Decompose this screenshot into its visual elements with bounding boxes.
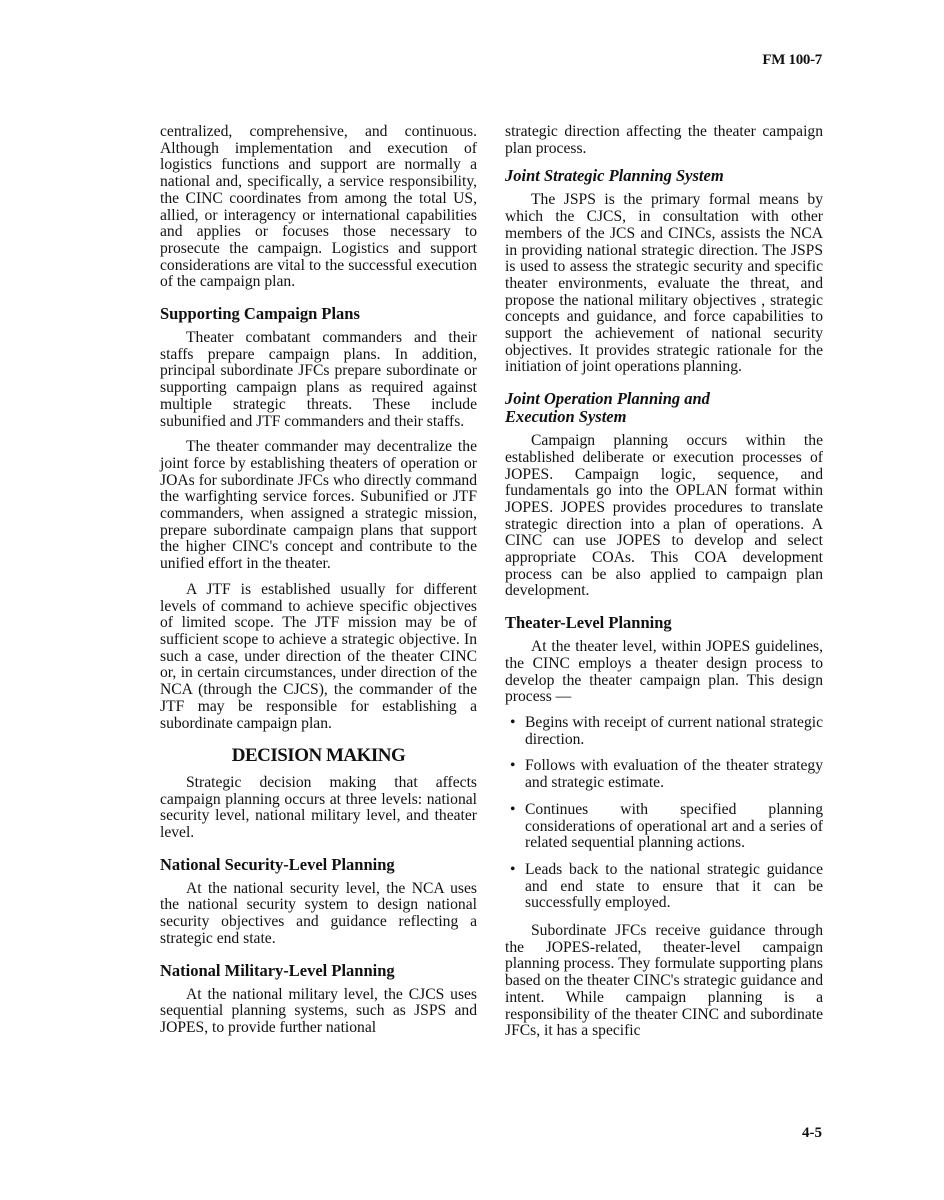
paragraph: Campaign planning occurs within the established deliberate or execution processes of JOPES. Campaign logic, sequence, and fundamentals go into the OPLAN format within JOPES. JOPES provides procedures to translate strategic direction into a plan of operations. A CINC can use JOPES to develop and select appropriate COAs. This COA development process can be also applied to campaign plan development. xyxy=(505,432,823,600)
paragraph: Subordinate JFCs receive guidance through the JOPES-related, theater-level campaign planning process. They formulate supporting plans based on the theater CINC's strategic guidance and intent. While campaign planning is a responsibility of the theater CINC and subordinate JFCs, it has a specific xyxy=(505,922,823,1040)
paragraph: Theater combatant commanders and their staffs prepare campaign plans. In addition, principal subordinate JFCs prepare subordinate or supporting campaign plans as required against multiple strategic threats. These include subunified and JTF commanders and their staffs. xyxy=(160,329,477,430)
paragraph: A JTF is established usually for different levels of command to achieve specific objectives of limited scope. The JTF mission may be of sufficient scope to achieve a strategic objective. In such a case, under direction of the theater CINC or, in certain circumstances, under direction of the NCA (through the CJCS), the commander of the JTF may be responsible for establishing a subordinate campaign plan. xyxy=(160,580,477,732)
list-item: • Follows with evaluation of the theater strategy and strategic estimate. xyxy=(510,757,823,792)
paragraph: strategic direction affecting the theater campaign plan process. xyxy=(505,123,823,157)
section-title-decision-making: DECISION MAKING xyxy=(231,745,406,767)
section-heading-national-security: National Security-Level Planning xyxy=(160,854,395,874)
section-heading-national-military: National Military-Level Planning xyxy=(160,960,395,980)
paragraph: At the national security level, the NCA uses the national security system to design national security objectives and guidance reflecting a strategic end state. xyxy=(160,879,477,947)
page-number: 4-5 xyxy=(802,1125,822,1141)
bullet-marker: • xyxy=(510,713,516,731)
paragraph: Strategic decision making that affects campaign planning occurs at three levels: national security level, national military level, and theater level. xyxy=(160,773,477,842)
list-item: • Continues with specified planning considerations of operational art and a series of related sequential planning actions. xyxy=(510,800,823,852)
section-heading-theater-level: Theater-Level Planning xyxy=(505,613,672,633)
list-item: • Leads back to the national strategic guidance and end state to ensure that it can be successfully employed. xyxy=(510,860,823,912)
bullet-marker: • xyxy=(510,860,516,878)
left-column xyxy=(160,124,477,1046)
list-item: • Begins with receipt of current national strategic direction. xyxy=(510,713,823,748)
section-heading-jsps: Joint Strategic Planning System xyxy=(505,166,724,186)
paragraph: The JSPS is the primary formal means by which the CJCS, in consultation with other members of the JCS and CINCs, assists the NCA in providing national strategic direction. The JSPS is used to assess the strategic security and specific theater environments, evaluate the threat, and propose the national military objectives , strategic concepts and guidance, and force capabilities to support the achievement of national security objectives. It provides strategic rationale for the initiation of joint operations planning. xyxy=(505,191,823,376)
bullet-list xyxy=(505,715,823,912)
bullet-marker: • xyxy=(510,800,516,818)
bullet-marker: • xyxy=(510,757,516,775)
heading-line: Joint Operation Planning and xyxy=(505,389,710,409)
right-column xyxy=(505,124,823,1049)
page-header-doc-id: FM 100-7 xyxy=(762,52,822,68)
paragraph: At the national military level, the CJCS uses sequential planning systems, such as JSPS and JOPES, to provide further national xyxy=(160,985,477,1036)
section-heading-supporting-campaign-plans: Supporting Campaign Plans xyxy=(160,304,360,324)
paragraph: The theater commander may decentralize the joint force by establishing theaters of operation or JOAs for subordinate JFCs who directly command the warfighting service forces. Subunified or JTF commanders, when assigned a strategic mission, prepare subordinate campaign plans that support the higher CINC's concept and contribute to the unified effort in the theater. xyxy=(160,438,477,573)
paragraph: centralized, comprehensive, and continuous. Although implementation and execution of logistics functions and support are normally a national and, specifically, a service responsibility, the CINC coordinates from among the total US, allied, or interagency or international capabilities and applies or focuses those necessary to prosecute the campaign. Logistics and support considerations are vital to the successful execution of the campaign plan. xyxy=(160,123,477,291)
paragraph: At the theater level, within JOPES guidelines, the CINC employs a theater design process to develop the theater campaign plan. This design process — xyxy=(505,638,823,706)
section-heading-jopes xyxy=(505,390,823,426)
heading-line: Execution System xyxy=(505,407,627,427)
